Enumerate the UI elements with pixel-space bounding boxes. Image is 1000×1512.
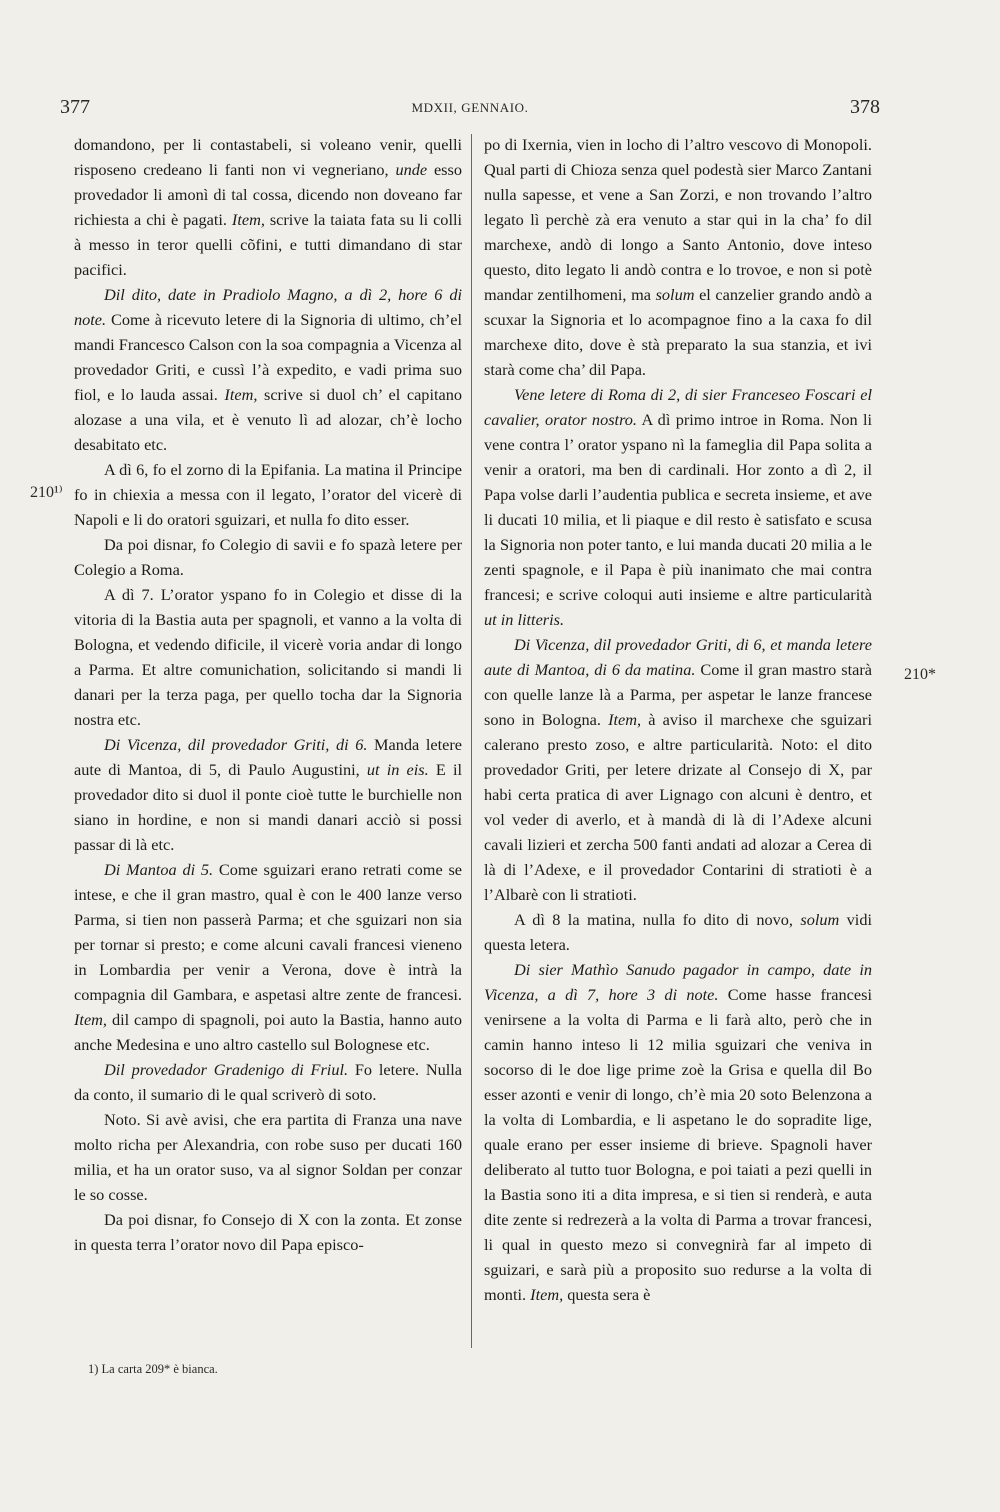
page-header (60, 96, 880, 126)
paragraph: Dil dito, date in Pradiolo Magno, a dì 2, hore 6 di note. Come à ricevuto letere di la Signoria di ultimo, ch’el mandi Francesco Calson con la soa compagnia a Vicenza al provedador Griti, e cussì l’à expedito, e vadi prima suo fiol, e lo lauda assai. Item, scrive si duol ch’ el capitano alozase a una vila, et è venuto lì ad alozar, ch’è locho desabitato etc. (74, 285, 462, 454)
page-number-left: 377 (60, 96, 90, 118)
paragraph: Di Vicenza, dil provedador Griti, di 6. Manda letere aute di Mantoa, di 5, di Paulo Augustini, ut in eis. E il provedador dito si duol il ponte cioè tutte le burchielle non siano in hordine, e non si mandi danari acciò si possi passar di là etc. (74, 735, 463, 854)
paragraph: Da poi disnar, fo Colegio di savii e fo spazà letere per Colegio a Roma. (74, 535, 462, 579)
paragraph: domandono, per li contastabeli, si voleano venir, quelli risposeno credeano li fanti non vi vegneriano, unde esso provedador li amonì di tal cossa, dicendo non doveano far richiesta a chi è pagati. Item, scrive la taiata fata su li colli à messo in teror quelli cõfini, e tutti dimandano di star pacifici. (74, 135, 463, 279)
footnote: 1) La carta 209* è bianca. (88, 1362, 218, 1376)
paragraph: A dì 7. L’orator yspano fo in Colegio et disse di la vitoria di la Bastia auta per spagnoli, et vanno a la volta di Bologna, et vedendo dificile, il vicerè voria andar di longo a Parma. Et altre comunichation, solicitando si mandi li danari per la terza paga, per quello tocha dar la Signoria nostra etc. (74, 585, 462, 729)
paragraph: Di Vicenza, dil provedador Griti, di 6, et manda letere aute di Mantoa, di 6 da matina. Come il gran mastro starà con quelle lanze là a Parma, per aspetar le lanze francese sono in Bologna. Item, à aviso il marchexe che sguizari calerano presto zoso, e altre particularità. Noto: el dito provedador Griti, per letere drizate al Consejo di X, par habi certa pratica di aver Lignago con alcuni è dentro, et vol veder di averlo, et à mandà di là di l’Adexe alcuni cavali lizieri et zercha 500 fanti andati ad alozar a Cerea di là di l’Adexe, e il provedador Contarini di stratioti è a l’Albarè con li stratioti. (484, 635, 872, 904)
right-column (484, 132, 872, 1307)
paragraph: Di sier Mathìo Sanudo pagador in campo, date in Vicenza, a dì 7, hore 3 di note. Come hasse francesi venirsene a la volta di Parma e li farà alto, però che in camin hanno inteso li 12 milia sguizari che veniva in socorso di le doe lige prime zoè la Grisa e quella dil Bo esser azonti e venir di longo, ch’è mia 20 soto Belenzona a la volta di Lombardia, e li aspetano le do sopradite lige, quale erano per esser insieme di brieve. Spagnoli haver deliberato al tutto tuor Bologna, e poi taiati a pezi quelli in la Bastia sono iti a dita impresa, e si tien si renderà, e auta dite zente si redrezerà a la volta di Parma a trovar francesi, li qual in questo mezo si convegnirà far al impeto di sguizari, e sarà più a proposito suo redurse a la volta di monti. Item, questa sera è (484, 960, 872, 1304)
paragraph: Vene letere di Roma di 2, di sier Franceseo Foscari el cavalier, orator nostro. A dì primo introe in Roma. Non li vene contra l’ orator yspano nì la fameglia dil Papa solita a venir a oratori, ma ben di cardinali. Hor zonto a dì 2, il Papa volse darli l’audentia publica e secreta insieme, et ave li ducati 10 milia, et li piaque e dil resto è satisfato e scusa la Signoria non poter tanto, e lui manda ducati 20 milia a le zenti spagnole, e il Papa è più inanimato che mai contra francesi; e scrive coloqui auti insieme e altre particularità ut in litteris. (484, 385, 873, 629)
paragraph: Di Mantoa di 5. Come sguizari erano retrati come se intese, e che il gran mastro, qual è con le 400 lanze verso Parma, si tien non passerà Parma; et che sguizari non sia per tornar si presto; e come alcuni cavali francesi vieneno in Lombardia per venir a Verona, dove è intrà la compagnia dil Gambara, e aspetasi altre zente de francesi. Item, dil campo di spagnoli, poi auto la Bastia, hanno auto anche Medesina e uno altro castello sul Bolognese etc. (74, 860, 463, 1054)
margin-note-left: 210¹⁾ (30, 484, 63, 501)
running-title: MDXII, GENNAIO. (411, 100, 529, 115)
paragraph: Da poi disnar, fo Consejo di X con la zonta. Et zonse in questa terra l’orator novo dil Papa episco- (74, 1210, 462, 1254)
column-divider (471, 134, 472, 1348)
paragraph: A dì 6, fo el zorno di la Epifania. La matina il Principe fo in chiexia a messa con il legato, l’orator del vicerè di Napoli e li do oratori sguizari, et nulla fo dito esser. (74, 460, 462, 529)
margin-note-right: 210* (904, 666, 936, 683)
paragraph: Noto. Si avè avisi, che era partita di Franza una nave molto richa per Alexandria, con robe suso per ducati 160 milia, et ha un orator suso, va al signor Soldan per conzar le so cosse. (74, 1110, 462, 1204)
left-column (74, 132, 462, 1257)
paragraph: Dil provedador Gradenigo di Friul. Fo letere. Nulla da conto, il sumario di le qual scriverò di soto. (74, 1060, 463, 1104)
paragraph: po di Ixernia, vien in locho di l’altro vescovo di Monopoli. Qual parti di Chioza senza quel podestà sier Marco Zantani nulla sapesse, et vene a San Zorzi, e non trovando l’altro legato lì perchè zà era venuto a star qui in la cha’ fo dil marchexe, andò di longo a Santo Antonio, dove inteso questo, dito legato li andò contra e lo trovoe, e non si potè mandar zentilhomeni, ma solum el canzelier grando andò a scuxar la Signoria et lo acompagnoe fino a la caxa fo dil marchexe dito, dove è stà preparato la sua stanzia, et ivi starà come cha’ dil Papa. (484, 135, 872, 379)
page-number-right: 378 (850, 96, 880, 118)
paragraph: A dì 8 la matina, nulla fo dito di novo, solum vidi questa letera. (484, 910, 872, 954)
